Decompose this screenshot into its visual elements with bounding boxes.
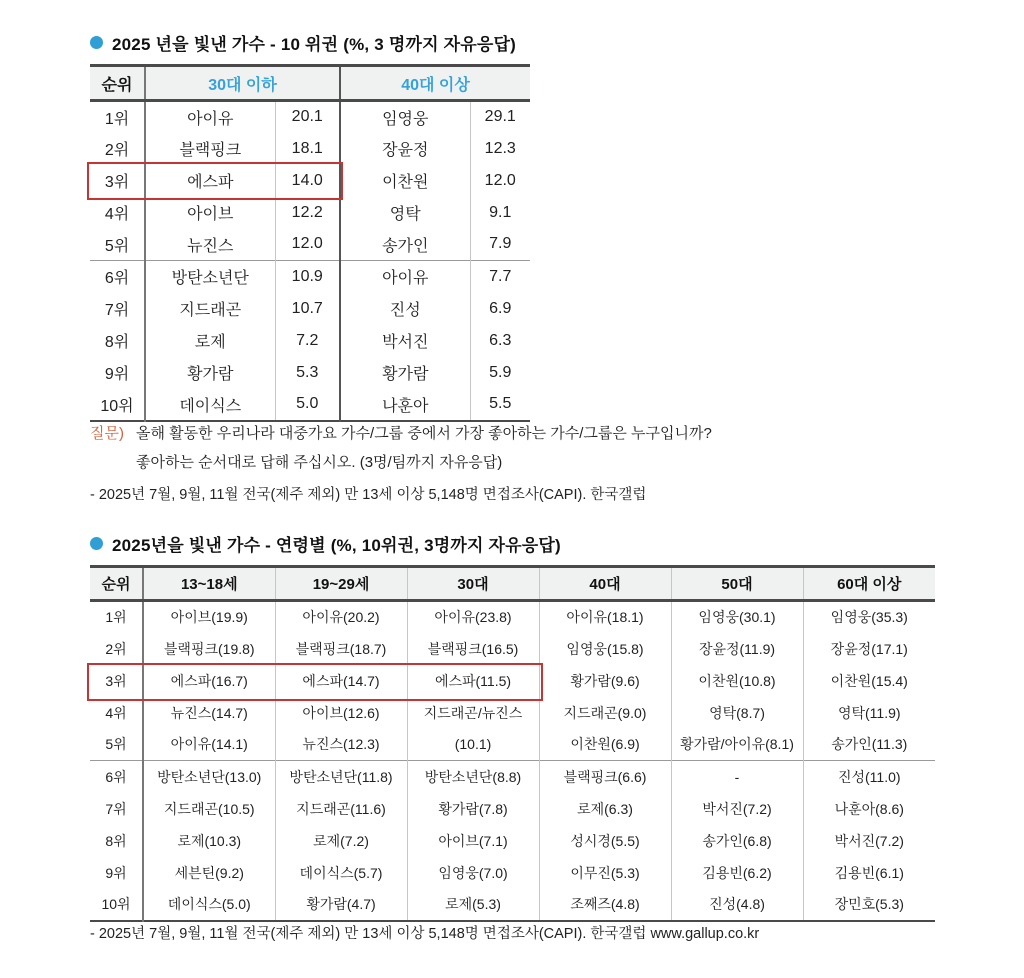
table-row: 4위 뉴진스(14.7) 아이브(12.6) 지드래곤/뉴진스 지드래곤(9.0) 영탁(8.7) 영탁(11.9) [90,697,935,729]
table-row: 1위 아이브(19.9) 아이유(20.2) 아이유(23.8) 아이유(18.1) 임영웅(30.1) 임영웅(35.3) [90,601,935,633]
by-age-header-row [90,567,935,601]
table-row: 6위 방탄소년단(13.0) 방탄소년단(11.8) 방탄소년단(8.8) 블랙핑크(6.6) - 진성(11.0) [90,761,935,793]
table-row: 1위 아이유 20.1 임영웅 29.1 [90,101,530,133]
col-header-30s: 30대 [407,567,539,601]
survey-note: - 2025년 7월, 9월, 11월 전국(제주 제외) 만 13세 이상 5,148명 면접조사(CAPI). 한국갤럽 [90,487,647,503]
table-row: 10위 데이식스 5.0 나훈아 5.5 [90,389,530,421]
col-header-19-29: 19~29세 [275,567,407,601]
table-row: 10위 데이식스(5.0) 황가람(4.7) 로제(5.3) 조째즈(4.8) 진성(4.8) 장민호(5.3) [90,889,935,921]
table-row: 9위 세븐틴(9.2) 데이식스(5.7) 임영웅(7.0) 이무진(5.3) 김용빈(6.2) 김용빈(6.1) [90,857,935,889]
question-block [90,419,810,508]
by-age-title-row [90,531,935,556]
col-header-60plus: 60대 이상 [803,567,935,601]
top10-title: 2025 년을 빛낸 가수 - 10 위권 (%, 3 명까지 자유응답) [112,35,516,54]
question-line2: 좋아하는 순서대로 답해 주십시오. (3명/팀까지 자유응답) [136,454,503,471]
top10-section [90,30,530,422]
footer-note: - 2025년 7월, 9월, 11월 전국(제주 제외) 만 13세 이상 5,148명 면접조사(CAPI). 한국갤럽 www.gallup.co.kr [90,926,760,942]
rank-header: 순위 [90,66,145,101]
table-row-highlighted: 3위 에스파 14.0 이찬원 12.0 [90,165,530,197]
question-label: 질문) [90,425,124,442]
table-row: 6위 방탄소년단 10.9 아이유 7.7 [90,261,530,293]
table-row: 8위 로제 7.2 박서진 6.3 [90,325,530,357]
by-age-table [90,565,935,922]
bullet-icon [90,537,103,550]
table-row: 5위 아이유(14.1) 뉴진스(12.3) (10.1) 이찬원(6.9) 황가람/아이유(8.1) 송가인(11.3) [90,729,935,761]
col-header-13-18: 13~18세 [143,567,275,601]
table-row: 7위 지드래곤 10.7 진성 6.9 [90,293,530,325]
by-age-title: 2025년을 빛낸 가수 - 연령별 (%, 10위권, 3명까지 자유응답) [112,536,561,555]
table-row: 2위 블랙핑크 18.1 장윤정 12.3 [90,133,530,165]
table-row: 2위 블랙핑크(19.8) 블랙핑크(18.7) 블랙핑크(16.5) 임영웅(15.8) 장윤정(11.9) 장윤정(17.1) [90,633,935,665]
by-age-table-wrap [90,565,935,922]
col-header-40s: 40대 [539,567,671,601]
table-row: 7위 지드래곤(10.5) 지드래곤(11.6) 황가람(7.8) 로제(6.3) 박서진(7.2) 나훈아(8.6) [90,793,935,825]
col-header-50s: 50대 [671,567,803,601]
table-row: 9위 황가람 5.3 황가람 5.9 [90,357,530,389]
top10-table-wrap [90,64,530,422]
table-row: 5위 뉴진스 12.0 송가인 7.9 [90,229,530,261]
top10-table [90,64,530,422]
top10-header-row [90,66,530,101]
table-row: 4위 아이브 12.2 영탁 9.1 [90,197,530,229]
top10-title-row [90,30,530,55]
bullet-icon [90,36,103,49]
question-line1: 올해 활동한 우리나라 대중가요 가수/그룹 중에서 가장 좋아하는 가수/그룹은 누구입니까? [136,425,712,442]
by-age-section [90,531,935,922]
group-header-over40s: 40대 이상 [340,66,530,101]
table-row-highlighted: 3위 에스파(16.7) 에스파(14.7) 에스파(11.5) 황가람(9.6) 이찬원(10.8) 이찬원(15.4) [90,665,935,697]
group-header-under30s: 30대 이하 [145,66,340,101]
rank-header: 순위 [90,567,143,601]
table-row: 8위 로제(10.3) 로제(7.2) 아이브(7.1) 성시경(5.5) 송가인(6.8) 박서진(7.2) [90,825,935,857]
